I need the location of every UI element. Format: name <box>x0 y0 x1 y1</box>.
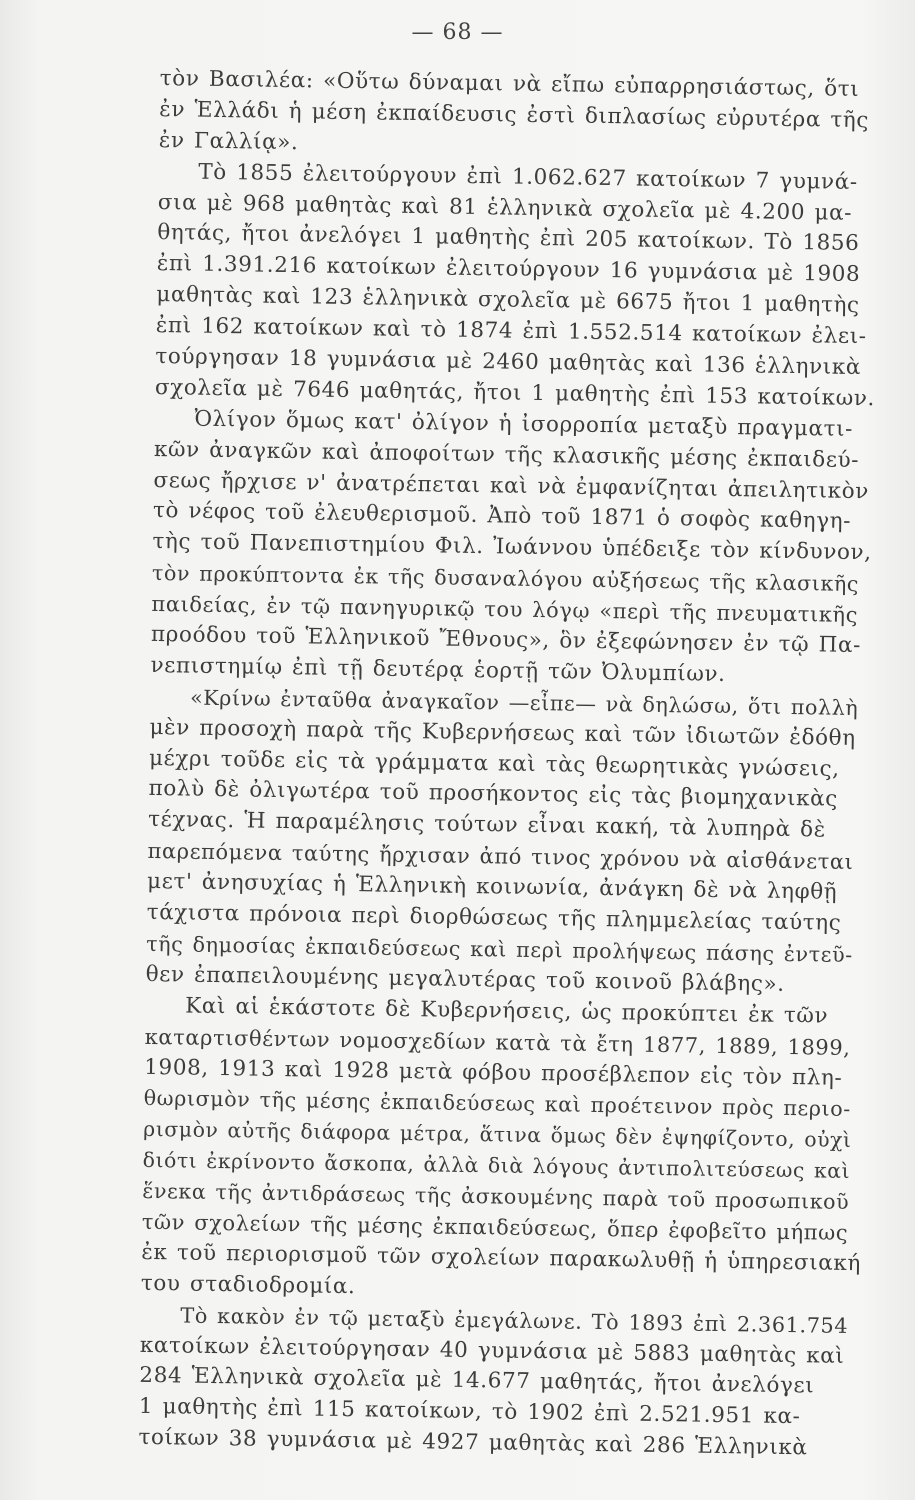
text-line: παιδείας, ἐν τῷ πανηγυρικῷ του λόγῳ «περὶ τῆς πνευματικῆς <box>151 592 859 628</box>
text-line: τὴς τοῦ Πανεπιστημίου Φιλ. Ἰωάννου ὑπέδειξε τὸν κίνδυνον, <box>152 529 872 566</box>
text-line: μαθητὰς καὶ 123 ἑλληνικὰ σχολεῖα μὲ 6675 ἤτοι 1 μαθητὴς <box>156 282 860 319</box>
text-line: μὲν προσοχὴ παρὰ τῆς Κυβερνήσεως καὶ τῶν ἰδιωτῶν ἐδόθη <box>149 714 856 751</box>
text-line: «Κρίνω ἐνταῦθα ἀναγκαῖον —εἶπε— νὰ δηλώσω, ὅτι πολλὴ <box>189 685 859 720</box>
text-line: τῶν σχολείων τῆς μέσης ἐκπαιδεύσεως, ὅπερ ἐφοβεῖτο μήπως <box>141 1209 849 1245</box>
text-line: μέχρι τοῦδε εἰς τὰ γράμματα καὶ τὰς θεωρητικὰς γνώσεις, <box>148 745 840 782</box>
text-line: μετ' ἀνησυχίας ἡ Ἑλληνικὴ κοινωνία, ἀνάγκη δὲ νὰ ληφθῇ <box>146 869 838 905</box>
text-line: τὸν Βασιλέα: «Οὕτω δύναμαι νὰ εἴπω εὐπαρρησιάστως, ὅτι <box>159 65 860 102</box>
text-line: Καὶ αἱ ἑκάστοτε δὲ Κυβερνήσεις, ὡς προκύπτει ἐκ τῶν <box>185 993 829 1029</box>
page-number: — 68 — <box>411 20 504 45</box>
text-line: ἐπὶ 1.391.216 κατοίκων ἐλειτούργουν 16 γυμνάσια μὲ 1908 <box>156 251 861 288</box>
text-line: Ὀλίγον ὅμως κατ' ὀλίγον ἡ ἰσορροπία μεταξὺ πραγματι- <box>194 406 854 442</box>
text-line: ἐπὶ 162 κατοίκων καὶ τὸ 1874 ἐπὶ 1.552.514 κατοίκων ἐλει- <box>155 313 867 350</box>
text-line: Τὸ κακὸν ἐν τῷ μεταξὺ ἐμεγάλωνε. Τὸ 1893 ἐπὶ 2.361.754 <box>180 1303 849 1338</box>
text-line: παρεπόμενα ταύτης ἤρχισαν ἀπό τινος χρόνου νὰ αἰσθάνεται <box>147 839 854 875</box>
text-line: ἕνεκα τῆς ἀντιδράσεως τῆς ἀσκουμένης παρὰ τοῦ προσωπικοῦ <box>142 1178 850 1215</box>
text-line: θωρισμὸν τῆς μέσης ἐκπαιδεύσεως καὶ προέτεινον πρὸς περιο- <box>143 1086 851 1122</box>
text-line: τούργησαν 18 γυμνάσια μὲ 2460 μαθητὰς καὶ 136 ἑλληνικὰ <box>155 343 862 381</box>
text-line: ἐν Ἑλλάδι ἡ μέση ἐκπαίδευσις ἐστὶ διπλασίως εὐρυτέρα τῆς <box>159 96 870 134</box>
text-line: σεως ἤρχισε ν' ἀνατρέπεται καὶ νὰ ἐμφανίζηται ἀπειλητικὸν <box>153 467 870 504</box>
text-line: 284 Ἑλληνικὰ σχολεῖα μὲ 14.677 μαθητάς, ἤτοι ἀνελόγει <box>139 1363 815 1399</box>
text-line: προόδου τοῦ Ἑλληνικοῦ Ἔθνους», ὃν ἐξεφώνησεν ἐν τῷ Πα- <box>150 621 862 659</box>
text-line: διότι ἐκρίνοντο ἄσκοπα, ἀλλὰ διὰ λόγους ἀντιπολιτεύσεως καὶ <box>142 1148 851 1184</box>
text-line: σια μὲ 968 μαθητὰς καὶ 81 ἑλληνικὰ σχολεῖα μὲ 4.200 μα- <box>157 189 853 226</box>
text-line: σχολεῖα μὲ 7646 μαθητάς, ἤτοι 1 μαθητὴς ἐπὶ 153 κατοίκων. <box>154 374 876 412</box>
text-line: τάχιστα πρόνοια περὶ διορθώσεως τῆς πλημμελείας ταύτης <box>146 899 842 936</box>
text-line: 1 μαθητὴς ἐπὶ 115 κατοίκων, τὸ 1902 ἐπὶ 2.521.951 κα- <box>138 1394 801 1430</box>
text-line: ἐν Γαλλίᾳ». <box>158 127 299 155</box>
text-line: θητάς, ἤτοι ἀνελόγει 1 μαθητὴς ἐπὶ 205 κατοίκων. Τὸ 1856 <box>157 220 860 257</box>
text-line: κατοίκων ἐλειτούργησαν 40 γυμνάσια μὲ 5883 μαθητὰς καὶ <box>139 1332 845 1369</box>
text-line: ρισμὸν αὐτῆς διάφορα μέτρα, ἅτινα ὅμως δὲν ἐψηφίζοντο, οὐχὶ <box>143 1117 852 1153</box>
text-line: του σταδιοδρομία. <box>140 1270 356 1299</box>
text-line: νεπιστημίῳ ἐπὶ τῇ δευτέρᾳ ἑορτῇ τῶν Ὀλυμπίων. <box>150 652 726 687</box>
body-text <box>138 64 880 1465</box>
text-line: τὸν προκύπτοντα ἐκ τῆς δυσαναλόγου αὐξήσεως τῆς κλασικῆς <box>151 561 860 597</box>
text-line: Τὸ 1855 ἐλειτούργουν ἐπὶ 1.062.627 κατοίκων 7 γυμνά- <box>198 159 858 195</box>
text-line: κῶν ἀναγκῶν καὶ ἀποφοίτων τῆς κλασικῆς μέσης ἐκπαιδεύ- <box>153 436 860 473</box>
text-line: ἐκ τοῦ περιορισμοῦ τῶν σχολείων παρακωλυθῇ ἡ ὑπηρεσιακή <box>141 1239 862 1276</box>
text-line: καταρτισθέντων νομοσχεδίων κατὰ τὰ ἔτη 1877, 1889, 1899, <box>144 1024 851 1060</box>
text-line: θεν ἐπαπειλουμένης μεγαλυτέρας τοῦ κοινοῦ βλάβης». <box>145 961 785 997</box>
text-line: τὸ νέφος τοῦ ἐλευθερισμοῦ. Ἀπὸ τοῦ 1871 ὁ σοφὸς καθηγη- <box>152 498 852 535</box>
text-line: τοίκων 38 γυμνάσια μὲ 4927 μαθητὰς καὶ 286 Ἑλληνικὰ <box>138 1425 808 1461</box>
text-line: πολὺ δὲ ὀλιγωτέρα τοῦ προσήκοντος εἰς τὰς βιομηχανικὰς <box>148 776 839 813</box>
text-line: τέχνας. Ἡ παραμέλησις τούτων εἶναι κακή, τὰ λυπηρὰ δὲ <box>147 807 827 843</box>
text-line: 1908, 1913 καὶ 1928 μετὰ φόβου προσέβλεπον εἰς τὸν πλη- <box>144 1054 843 1091</box>
text-line: τῆς δημοσίας ἐκπαιδεύσεως καὶ περὶ προλήψεως πάσης ἐντεῦ- <box>145 931 854 967</box>
